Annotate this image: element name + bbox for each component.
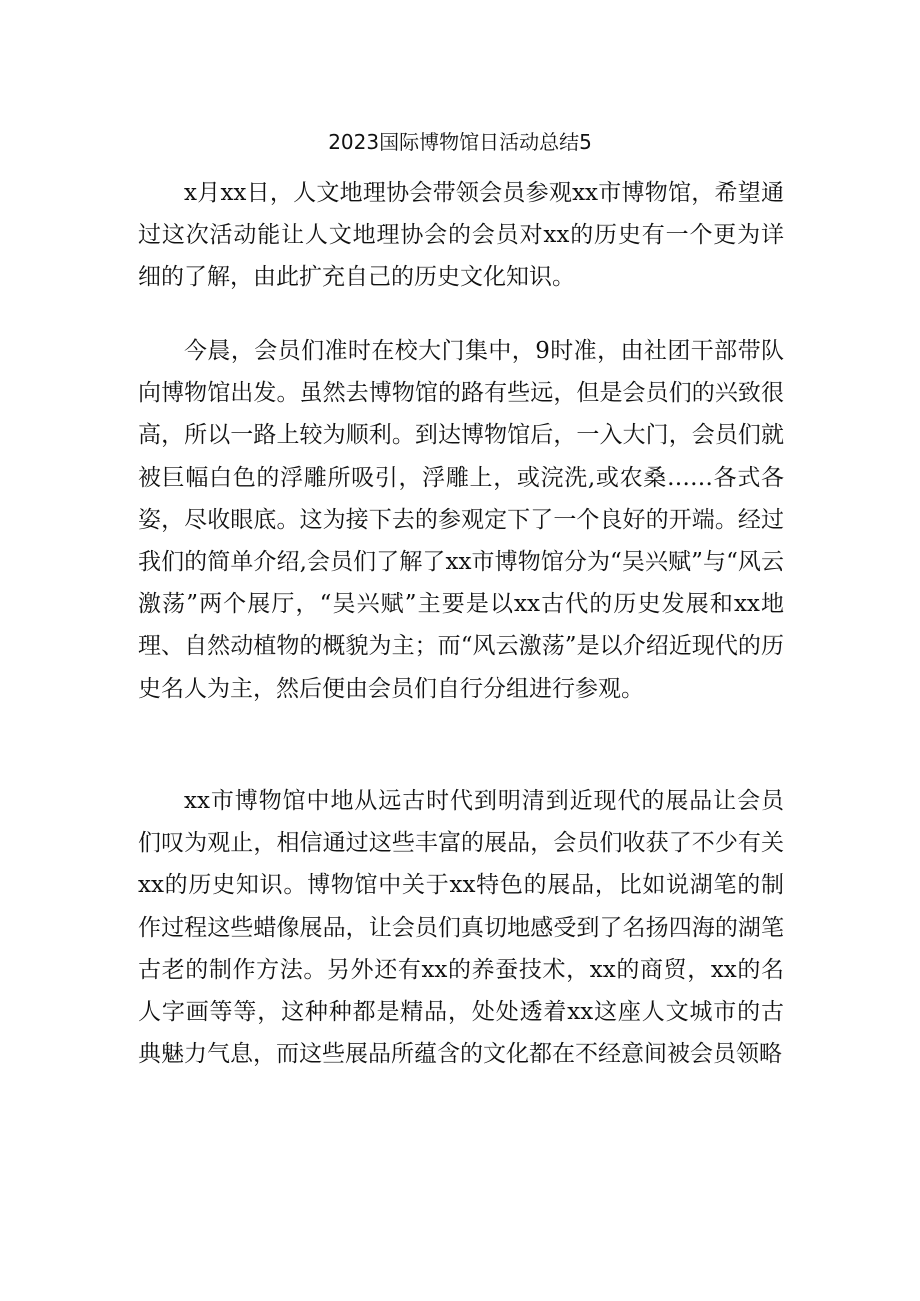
- paragraph-2: 今晨，会员们准时在校大门集中，9时准，由社团干部带队向博物馆出发。虽然去博物馆的路有些远，但是会员们的兴致很高，所以一路上较为顺利。到达博物馆后，一入大门，会员们就被巨幅白色的浮雕所吸引，浮雕上，或浣洗,或农桑……各式各姿，尽收眼底。这为接下去的参观定下了一个良好的开端。经过我们的简单介绍,会员们了解了xx市博物馆分为“吴兴赋”与“风云激荡”两个展厅，“吴兴赋”主要是以xx古代的历史发展和xx地理、自然动植物的概貌为主；而“风云激荡”是以介绍近现代的历史名人为主，然后便由会员们自行分组进行参观。: [138, 338, 784, 702]
- paragraph-1: x月xx日，人文地理协会带领会员参观xx市博物馆，希望通过这次活动能让人文地理协会的会员对xx的历史有一个更为详细的了解，由此扩充自己的历史文化知识。: [138, 180, 784, 291]
- document-title: 2023国际博物馆日活动总结5: [328, 130, 592, 154]
- paragraph-3: xx市博物馆中地从远古时代到明清到近现代的展品让会员们叹为观止，相信通过这些丰富的展品，会员们收获了不少有关xx的历史知识。博物馆中关于xx特色的展品，比如说湖笔的制作过程这些蜡像展品，让会员们真切地感受到了名扬四海的湖笔古老的制作方法。另外还有xx的养蚕技术，xx的商贸，xx的名人字画等等，这种种都是精品，处处透着xx这座人文城市的古典魅力气息，而这些展品所蕴含的文化都在不经意间被会员领略: [138, 788, 784, 1068]
